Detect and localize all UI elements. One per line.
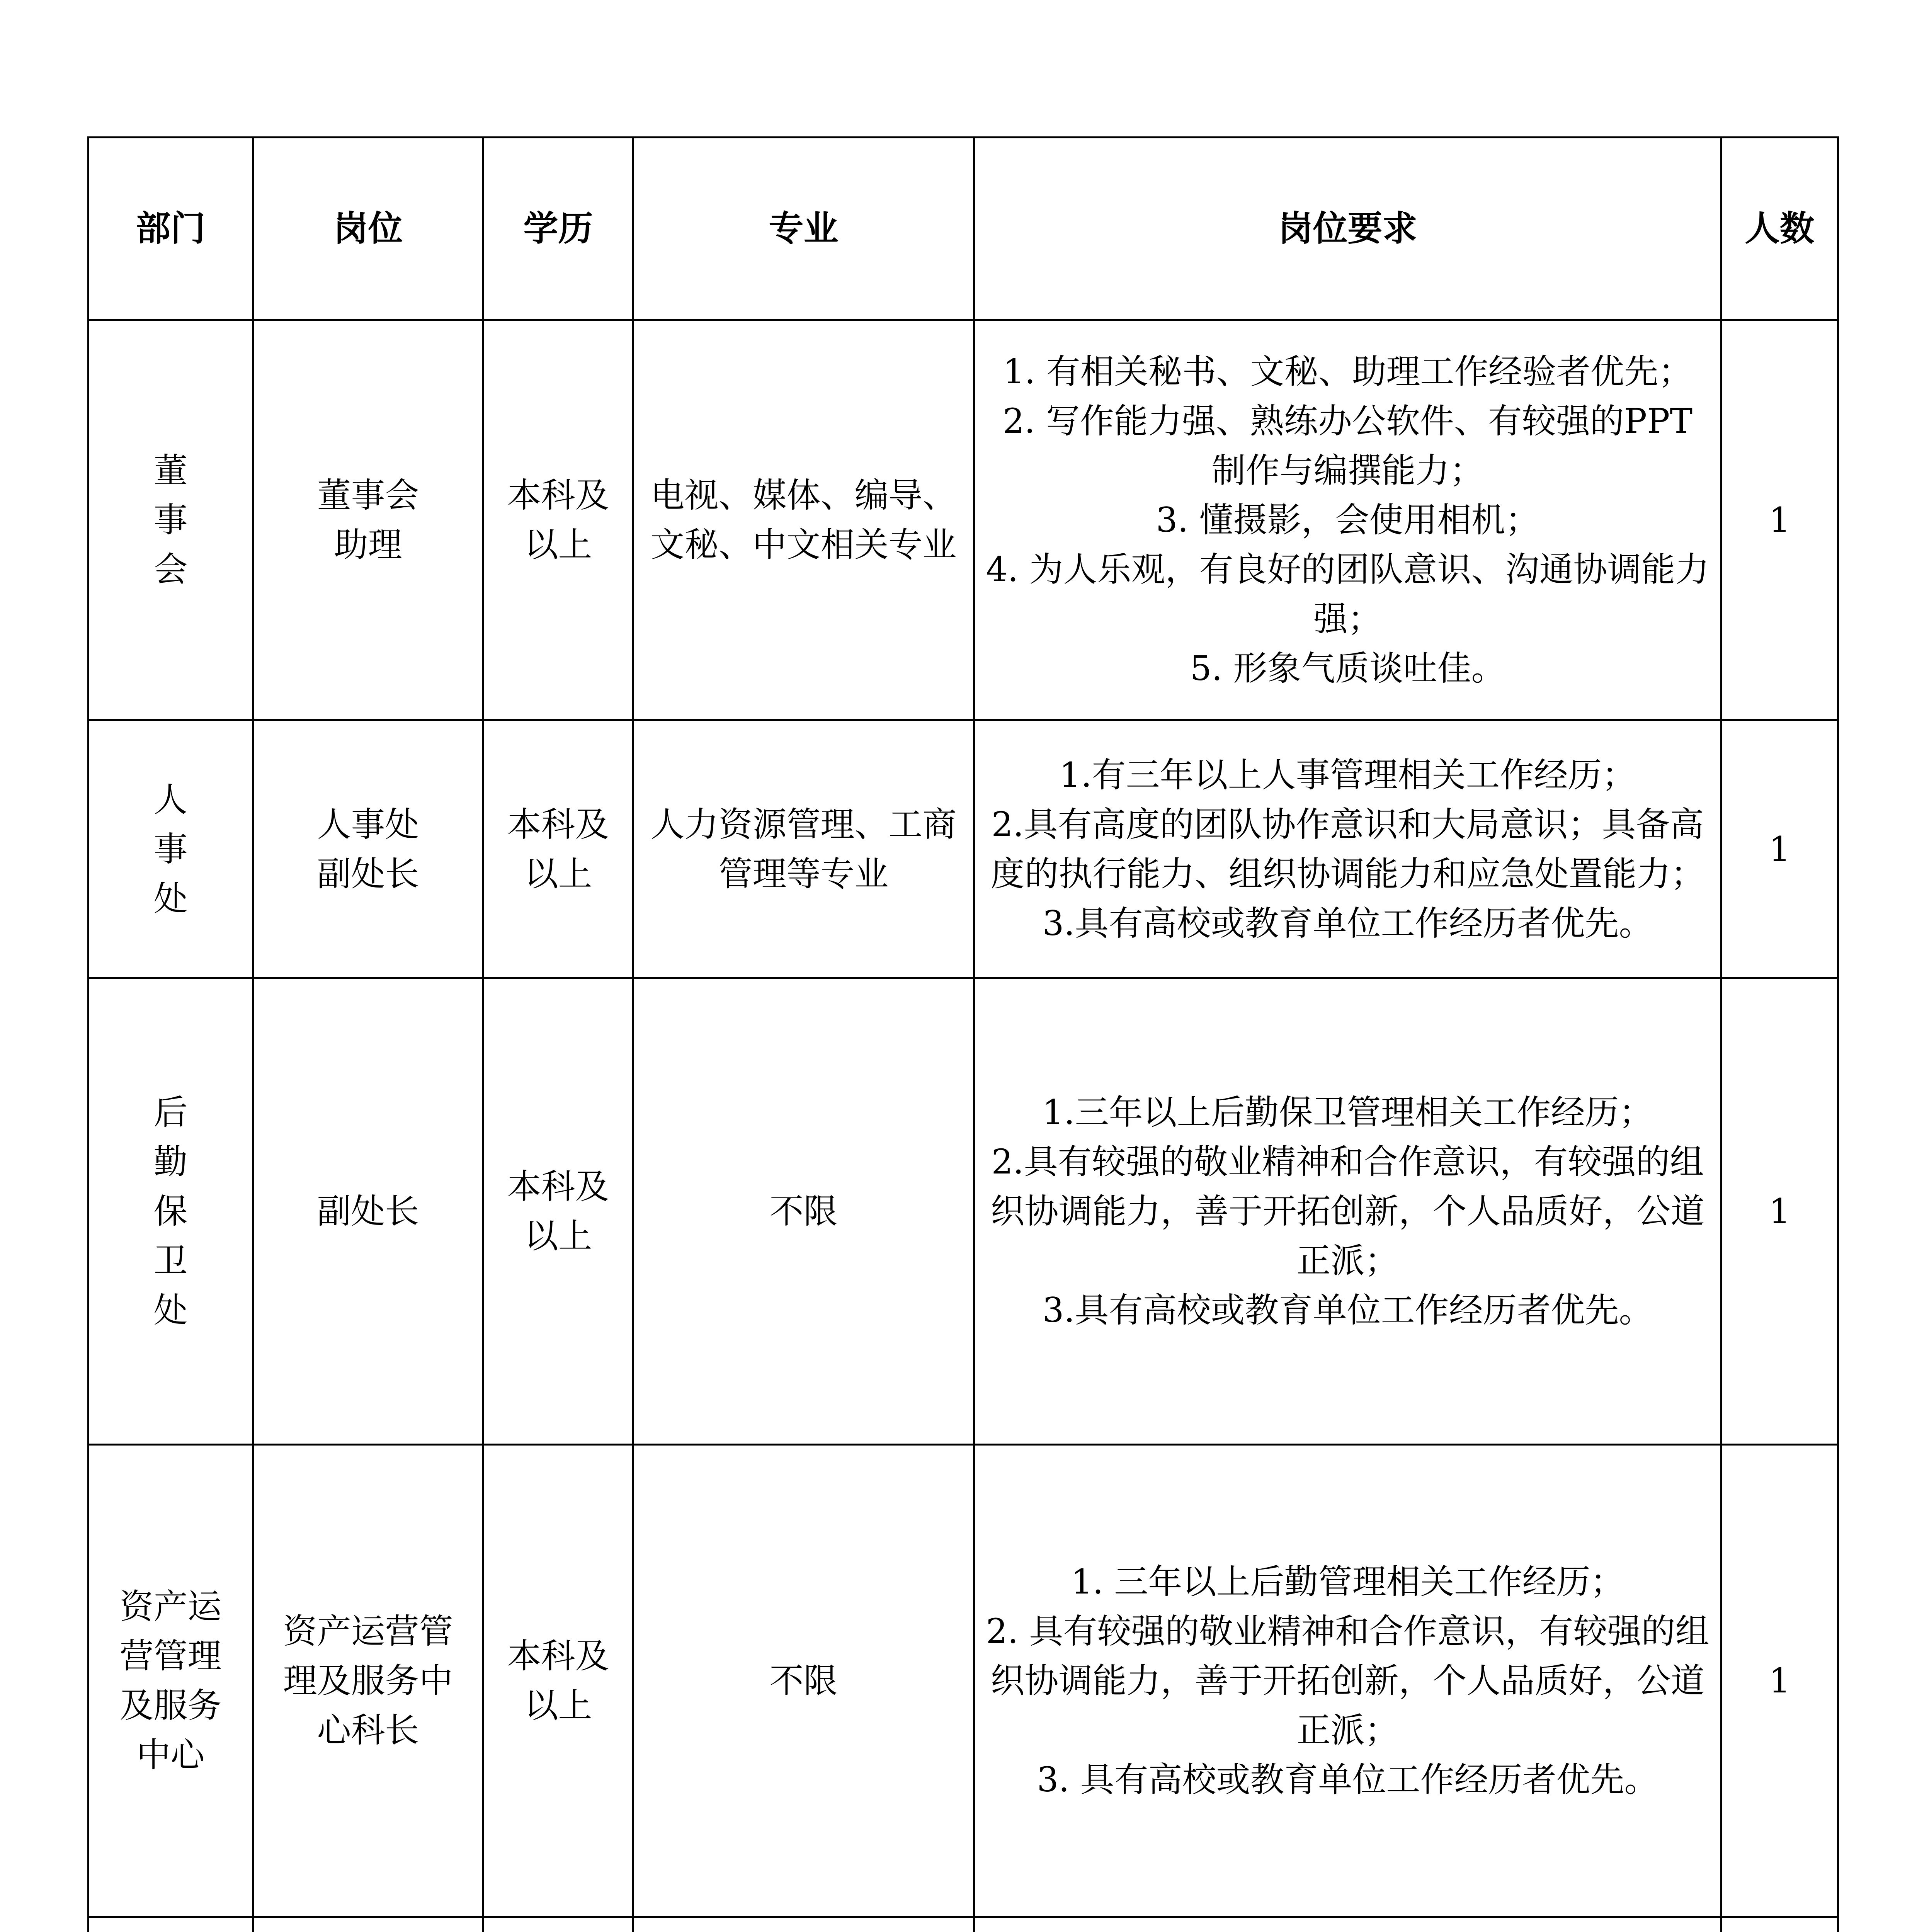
cell-position: 副处长	[253, 978, 483, 1445]
requirement-item: 1.三年以上后勤保卫管理相关工作经历；	[1042, 1092, 1653, 1132]
cell-dept: 人 事 处	[88, 720, 253, 978]
header-requirements: 岗位要求	[974, 138, 1721, 320]
cell-major: 人力资源管理、工商管理等专业	[633, 720, 974, 978]
cell-position: 资产运营管理及服务中心科长	[253, 1445, 483, 1917]
requirement-item: 2.具有较强的敬业精神和合作意识，有较强的组织协调能力，善于开拓创新，个人品质好，公道正派；	[990, 1142, 1705, 1281]
cell-count: 1	[1721, 1445, 1838, 1917]
table-row	[88, 1917, 1838, 1932]
cell-major	[633, 1917, 974, 1932]
requirement-item: 1. 三年以上后勤管理相关工作经历；	[1071, 1562, 1624, 1602]
table-row	[88, 720, 1838, 978]
recruitment-table	[87, 136, 1839, 1932]
cell-education	[483, 1917, 633, 1932]
cell-major: 电视、媒体、编导、文秘、中文相关专业	[633, 320, 974, 720]
cell-count	[1721, 1917, 1838, 1932]
requirement-item: 3. 具有高校或教育单位工作经历者优先。	[1037, 1760, 1658, 1799]
cell-education: 本科及 以上	[483, 720, 633, 978]
table-row	[88, 1445, 1838, 1917]
cell-position	[253, 1917, 483, 1932]
cell-requirements	[974, 978, 1721, 1445]
requirement-item: 3.具有高校或教育单位工作经历者优先。	[1042, 1290, 1653, 1330]
cell-position: 董事会 助理	[253, 320, 483, 720]
cell-major: 不限	[633, 978, 974, 1445]
header-dept: 部门	[88, 138, 253, 320]
cell-requirements	[974, 1917, 1721, 1932]
requirement-item: 2. 具有较强的敬业精神和合作意识，有较强的组织协调能力，善于开拓创新，个人品质好，公道正派；	[986, 1611, 1709, 1750]
header-major: 专业	[633, 138, 974, 320]
cell-education: 本科及 以上	[483, 978, 633, 1445]
cell-requirements	[974, 720, 1721, 978]
cell-education: 本科及 以上	[483, 320, 633, 720]
cell-count: 1	[1721, 320, 1838, 720]
cell-dept: 董 事 会	[88, 320, 253, 720]
requirement-item: 4. 为人乐观，有良好的团队意识、沟通协调能力强；	[986, 549, 1709, 639]
cell-count: 1	[1721, 978, 1838, 1445]
table-row	[88, 320, 1838, 720]
requirement-item: 5. 形象气质谈吐佳。	[1190, 648, 1505, 688]
requirement-item: 2.具有高度的团队协作意识和大局意识；具备高度的执行能力、组织协调能力和应急处置能力；	[990, 804, 1705, 894]
cell-count: 1	[1721, 720, 1838, 978]
table-header-row	[88, 138, 1838, 320]
table-row	[88, 978, 1838, 1445]
cell-education: 本科及 以上	[483, 1445, 633, 1917]
cell-dept: 资产运营管理及服务中心	[88, 1445, 253, 1917]
cell-position: 人事处 副处长	[253, 720, 483, 978]
requirement-item: 2. 写作能力强、熟练办公软件、有较强的PPT 制作与编撰能力；	[1002, 401, 1693, 490]
requirement-item: 1.有三年以上人事管理相关工作经历；	[1059, 755, 1636, 795]
cell-dept	[88, 1917, 253, 1932]
header-education: 学历	[483, 138, 633, 320]
cell-requirements	[974, 1445, 1721, 1917]
cell-major: 不限	[633, 1445, 974, 1917]
cell-dept: 后 勤 保 卫 处	[88, 978, 253, 1445]
requirement-item: 3. 懂摄影，会使用相机；	[1156, 500, 1539, 540]
requirement-item: 1. 有相关秘书、文秘、助理工作经验者优先；	[1003, 351, 1692, 391]
header-count: 人数	[1721, 138, 1838, 320]
requirement-item: 3.具有高校或教育单位工作经历者优先。	[1042, 903, 1653, 943]
cell-requirements	[974, 320, 1721, 720]
header-position: 岗位	[253, 138, 483, 320]
